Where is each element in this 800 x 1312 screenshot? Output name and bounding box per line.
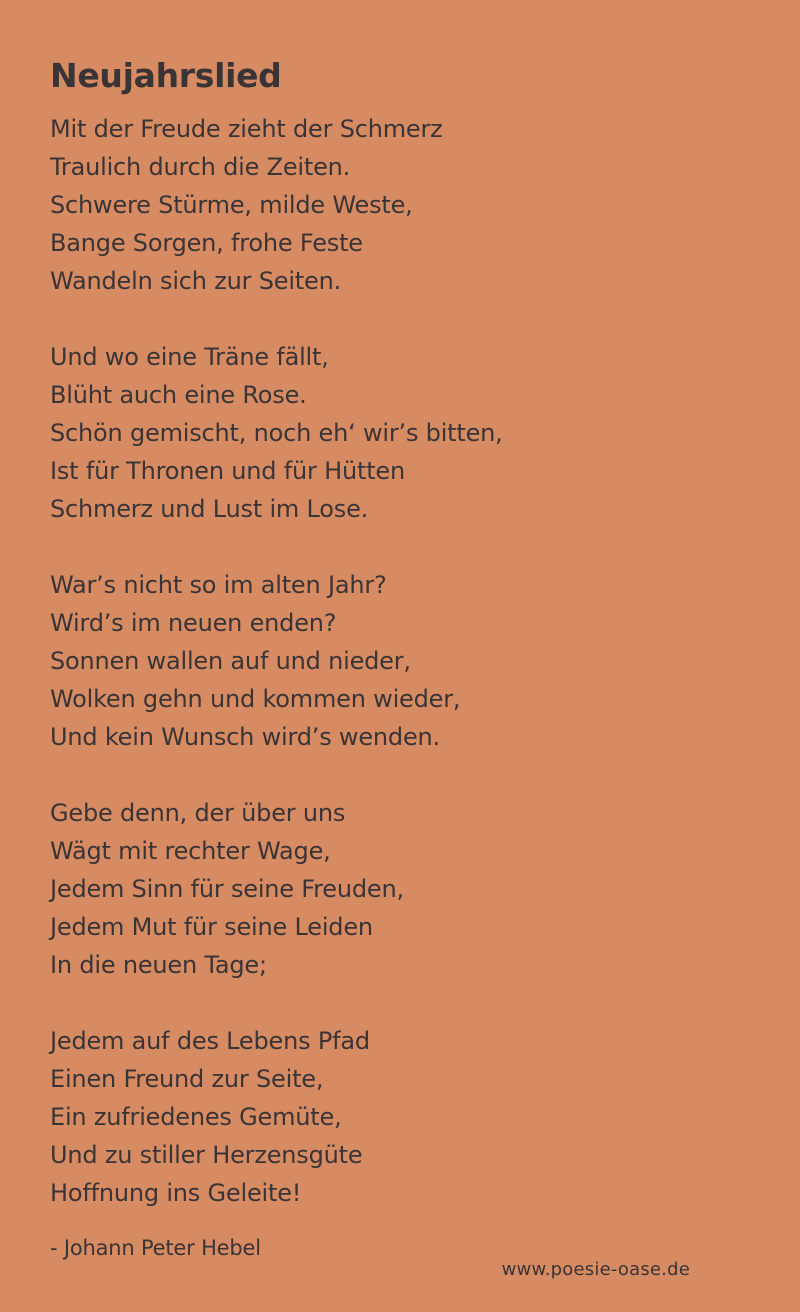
poem-line: In die neuen Tage; xyxy=(50,951,267,979)
poem-line: Ist für Thronen und für Hütten xyxy=(50,457,405,485)
stanza-1 xyxy=(50,110,770,300)
poem-line: Schwere Stürme, milde Weste, xyxy=(50,191,413,219)
poem-line: Wandeln sich zur Seiten. xyxy=(50,267,342,295)
poem-line: Jedem Sinn für seine Freuden, xyxy=(50,875,404,903)
poem-line: Jedem auf des Lebens Pfad xyxy=(50,1027,370,1055)
poem-line: Ein zufriedenes Gemüte, xyxy=(50,1103,342,1131)
poem-line: Wird’s im neuen enden? xyxy=(50,609,337,637)
poem-title: Neujahrslied xyxy=(50,56,282,95)
poem-line: Wolken gehn und kommen wieder, xyxy=(50,685,461,713)
poem-line: War’s nicht so im alten Jahr? xyxy=(50,571,387,599)
poem-body xyxy=(50,110,770,1250)
poem-line: Und zu stiller Herzensgüte xyxy=(50,1141,363,1169)
poem-line: Einen Freund zur Seite, xyxy=(50,1065,324,1093)
website-watermark: www.poesie-oase.de xyxy=(501,1259,690,1280)
poem-line: Gebe denn, der über uns xyxy=(50,799,346,827)
poem-line: Und kein Wunsch wird’s wenden. xyxy=(50,723,440,751)
poem-line: Schön gemischt, noch eh‘ wir’s bitten, xyxy=(50,419,503,447)
poem-line: Mit der Freude zieht der Schmerz xyxy=(50,115,443,143)
stanza-2 xyxy=(50,338,770,528)
poem-author: - Johann Peter Hebel xyxy=(50,1236,261,1260)
poem-line: Blüht auch eine Rose. xyxy=(50,381,307,409)
poem-line: Traulich durch die Zeiten. xyxy=(50,153,351,181)
poem-line: Wägt mit rechter Wage, xyxy=(50,837,331,865)
poem-line: Und wo eine Träne fällt, xyxy=(50,343,329,371)
poem-line: Hoffnung ins Geleite! xyxy=(50,1179,302,1207)
poem-line: Sonnen wallen auf und nieder, xyxy=(50,647,411,675)
stanza-3 xyxy=(50,566,770,756)
poem-line: Schmerz und Lust im Lose. xyxy=(50,495,369,523)
stanza-4 xyxy=(50,794,770,984)
stanza-5 xyxy=(50,1022,770,1212)
poem-line: Jedem Mut für seine Leiden xyxy=(50,913,373,941)
poem-line: Bange Sorgen, frohe Feste xyxy=(50,229,363,257)
